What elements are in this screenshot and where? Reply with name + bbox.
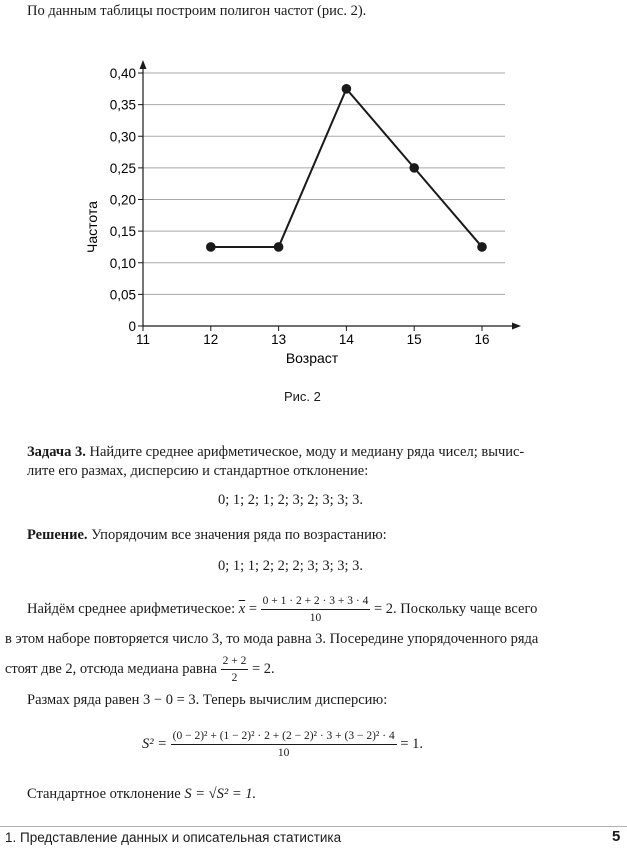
solution-text: Упорядочим все значения ряда по возрастанию:	[91, 527, 387, 543]
data-point	[274, 242, 284, 252]
x-axis-label: Возраст	[285, 350, 339, 366]
data-point	[342, 84, 352, 94]
sorted-series: 0; 1; 1; 2; 2; 2; 3; 3; 3; 3.	[218, 558, 364, 574]
y-tick-label: 0,30	[109, 129, 136, 145]
mean-denominator: 10	[309, 612, 322, 624]
solution-intro	[27, 527, 387, 544]
median-line	[5, 653, 275, 686]
y-axis-arrow	[140, 60, 147, 69]
x-tick-label: 11	[135, 332, 151, 347]
footer-section-title: 1. Представление данных и описательная статистика	[5, 830, 342, 845]
y-axis-label: Частота	[84, 201, 100, 253]
median-denominator: 2	[231, 672, 238, 684]
std-formula: S = √S² = 1.	[184, 786, 257, 802]
y-tick-label: 0,35	[109, 97, 136, 113]
mean-fraction	[261, 593, 371, 626]
std-line	[27, 786, 256, 803]
variance-numerator: (0 − 2)² + (1 − 2)² · 2 + (2 − 2)² · 3 + (3 − 2)² · 4	[171, 728, 397, 745]
median-lead: стоят две 2, отсюда медиана равна	[5, 660, 217, 677]
variance-formula	[142, 728, 423, 761]
task-series: 0; 1; 2; 1; 2; 3; 2; 3; 3; 3.	[218, 492, 364, 508]
mean-numerator: 0 + 1 · 2 + 2 · 3 + 3 · 4	[261, 593, 371, 610]
mean-lead: Найдём среднее арифметическое:	[27, 600, 236, 617]
x-tick-label: 15	[406, 332, 422, 347]
solution-label: Решение.	[27, 527, 88, 543]
data-point	[206, 242, 216, 252]
figure-caption: Рис. 2	[284, 389, 321, 404]
data-point	[409, 163, 419, 173]
median-result: = 2.	[251, 660, 275, 677]
y-tick-label: 0,10	[109, 255, 136, 271]
median-numerator: 2 + 2	[221, 653, 249, 670]
mean-eq: =	[248, 600, 257, 617]
y-tick-label: 0,05	[109, 287, 136, 303]
mean-tail: Поскольку чаще всего	[400, 600, 538, 617]
task-label: Задача 3.	[27, 444, 86, 460]
y-tick-label: 0,15	[109, 224, 136, 240]
task-block	[27, 443, 524, 481]
median-fraction	[221, 653, 249, 686]
y-tick-label: 0	[128, 319, 136, 334]
mean-line	[27, 593, 537, 626]
frequency-polygon-chart	[0, 40, 627, 420]
y-tick-label: 0,40	[109, 66, 136, 81]
range-line: Размах ряда равен 3 − 0 = 3. Теперь вычислим дисперсию:	[27, 692, 388, 708]
std-lead: Стандартное отклонение	[27, 786, 181, 802]
x-axis-arrow	[512, 323, 521, 330]
mean-variable: $\overline{x}$	[238, 600, 246, 617]
task-text-1: Найдите среднее арифметическое, моду и медиану ряда чисел; вычис-	[89, 444, 525, 460]
variance-lhs: S² =	[142, 735, 168, 752]
x-tick-label: 12	[203, 332, 219, 347]
x-tick-label: 13	[271, 332, 287, 347]
x-tick-label: 14	[338, 332, 354, 347]
x-tick-label: 16	[474, 332, 490, 347]
mean-result: = 2.	[373, 600, 397, 617]
task-text-2: лите его размах, дисперсию и стандартное отклонение:	[27, 463, 369, 479]
footer-rule	[0, 826, 627, 827]
data-point	[477, 242, 487, 252]
y-tick-label: 0,20	[109, 192, 136, 208]
variance-denominator: 10	[277, 747, 290, 759]
intro-text: По данным таблицы построим полигон частот (рис. 2).	[27, 3, 367, 19]
mode-line: в этом наборе повторяется число 3, то мода равна 3. Посередине упорядоченного ряда	[5, 631, 539, 647]
y-tick-label: 0,25	[109, 160, 136, 176]
page-number: 5	[612, 828, 621, 845]
variance-result: = 1.	[400, 735, 424, 752]
variance-fraction	[171, 728, 397, 761]
